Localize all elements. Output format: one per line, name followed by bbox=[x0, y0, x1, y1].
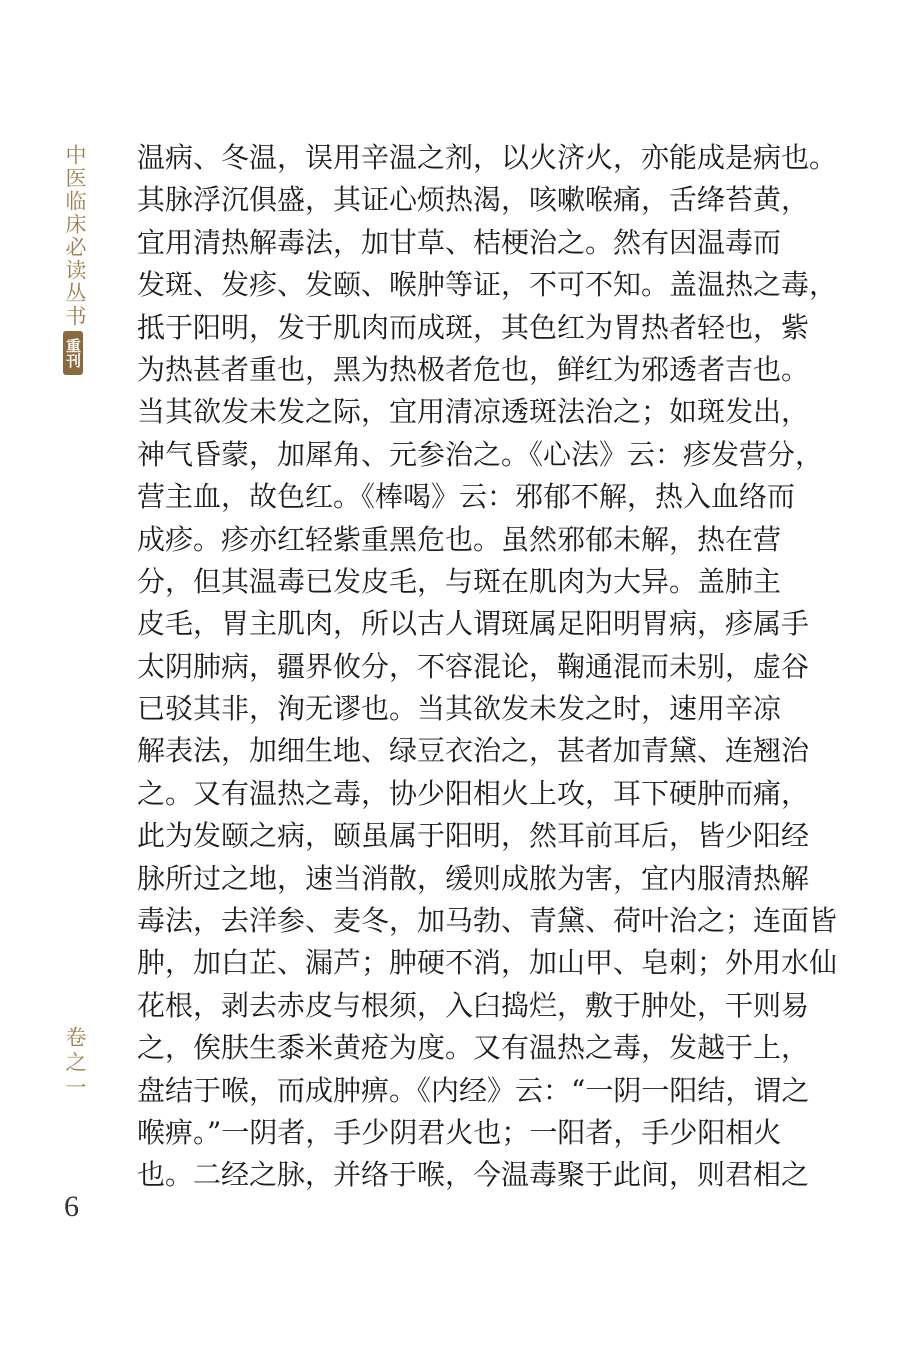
page-number: 6 bbox=[64, 1190, 79, 1223]
text-line: 其脉浮沉俱盛，其证心烦热渴，咳嗽喉痛，舌绛苔黄， bbox=[137, 183, 810, 217]
text-line: 成疹。疹亦红轻紫重黑危也。虽然邪郁未解，热在营 bbox=[137, 522, 782, 556]
text-line: 太阴肺病，疆界攸分，不容混论，鞠通混而未别，虚谷 bbox=[137, 649, 810, 683]
text-line: 宜用清热解毒法，加甘草、桔梗治之。然有因温毒而 bbox=[137, 225, 782, 259]
text-line: 皮毛，胃主肌肉，所以古人谓斑属足阳明胃病，疹属手 bbox=[137, 607, 810, 641]
text-line: 毒法，去洋参、麦冬，加马勃、青黛、荷叶治之；连面皆 bbox=[137, 904, 838, 938]
text-line: 此为发颐之病，颐虽属于阳明，然耳前耳后，皆少阳经 bbox=[137, 819, 810, 853]
text-line: 花根，剥去赤皮与根须，入臼捣烂，敷于肿处，干则易 bbox=[137, 988, 810, 1022]
text-line: 温病、冬温，误用辛温之剂，以火济火，亦能成是病也。 bbox=[137, 141, 838, 174]
text-line: 也。二经之脉，并络于喉，今温毒聚于此间，则君相之 bbox=[137, 1158, 810, 1192]
text-line: 发斑、发疹、发颐、喉肿等证，不可不知。盖温热之毒， bbox=[137, 268, 838, 302]
text-line: 解表法，加细生地、绿豆衣治之，甚者加青黛、连翘治 bbox=[137, 734, 810, 768]
text-line: 脉所过之地，速当消散，缓则成脓为害，宜内服清热解 bbox=[137, 861, 810, 895]
text-line: 喉痹。”一阴者，手少阴君火也；一阳者，手少阳相火 bbox=[137, 1115, 782, 1149]
text-line: 盘结于喉，而成肿痹。《内经》云：“一阴一阳结，谓之 bbox=[137, 1073, 810, 1107]
text-line: 为热甚者重也，黑为热极者危也，鲜红为邪透者吉也。 bbox=[137, 352, 810, 386]
text-line: 抵于阳明，发于肌肉而成斑，其色红为胃热者轻也，紫 bbox=[137, 310, 810, 344]
body-text bbox=[137, 137, 838, 1197]
text-line: 当其欲发未发之际，宜用清凉透斑法治之；如斑发出， bbox=[137, 395, 810, 429]
series-title: 中医临床必读丛书 bbox=[63, 144, 87, 328]
text-line: 分，但其温毒已发皮毛，与斑在肌肉为大异。盖肺主 bbox=[137, 564, 782, 598]
text-line: 肿，加白芷、漏芦；肿硬不消，加山甲、皂刺；外用水仙 bbox=[137, 946, 838, 980]
text-line: 营主血，故色红。《棒喝》云：邪郁不解，热入血络而 bbox=[137, 480, 796, 514]
text-line: 神气昏蒙，加犀角、元参治之。《心法》云：疹发营分， bbox=[137, 437, 824, 471]
text-line: 之，俟肤生黍米黄疮为度。又有温热之毒，发越于上， bbox=[137, 1031, 810, 1065]
text-line: 之。又有温热之毒，协少阳相火上攻，耳下硬肿而痛， bbox=[137, 776, 810, 810]
reprint-seal: 重刊 bbox=[63, 331, 83, 375]
text-line: 已驳其非，洵无谬也。当其欲发未发之时，速用辛凉 bbox=[137, 692, 782, 726]
volume-label: 卷之一 bbox=[63, 1026, 87, 1101]
